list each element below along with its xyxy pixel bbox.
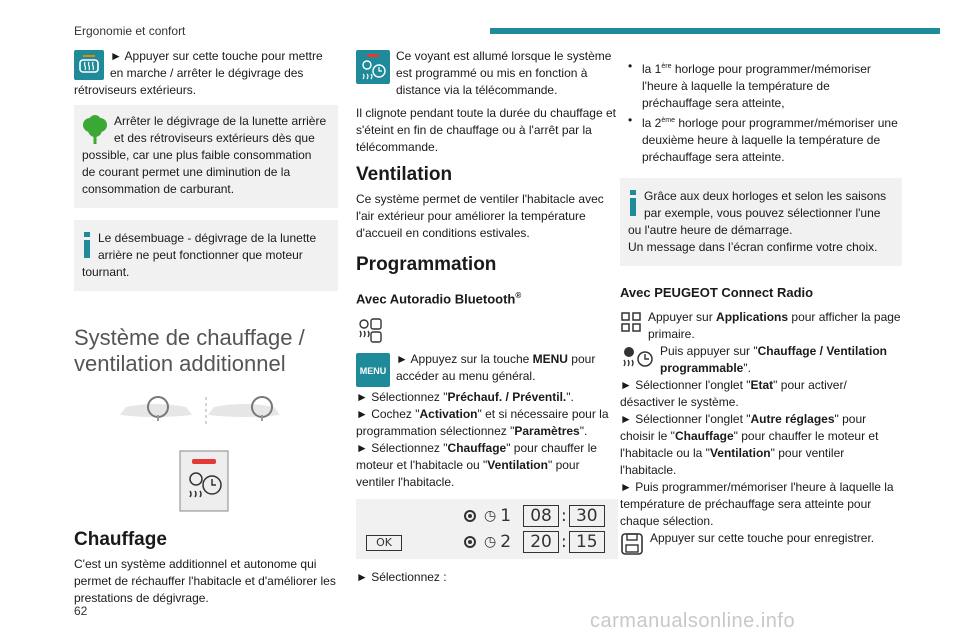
page-number: 62 [74, 604, 88, 618]
c3s2b: Autre réglages [750, 412, 835, 426]
s1c: ". [566, 390, 574, 405]
step-chauffage-ventilation [356, 440, 618, 491]
menu-button-icon [356, 353, 390, 387]
mirror-defrost-icon [74, 50, 104, 80]
time-separator: : [561, 531, 567, 552]
b1b: horloge pour programmer/mémoriser l'heure à laquelle la température de préchauffage sera atteinte, [642, 62, 871, 110]
c3s1a: ► Sélectionner l'onglet " [620, 378, 751, 392]
menu-line-a: ► Appuyez sur la touche [396, 352, 533, 367]
indicator-text-1: Ce voyant est allumé lorsque le système est programmé ou mis en fonction à distance via la télécommande. [396, 49, 612, 97]
info-box-clocks-text-1: Grâce aux deux horloges et selon les saisons par exemple, vous pouvez sélectionner l'une ou l'autre heure de démarrage. [628, 189, 887, 237]
heater-illustration [74, 391, 338, 521]
chauffage-description: C'est un système additionnel et autonome qui permet de réchauffer l'habitacle et d'améliorer les prestations de dégivrage. [74, 557, 336, 605]
info-box-clocks-text-2: Un message dans l’écran confirme votre choix. [628, 240, 878, 254]
green-leaf-icon [82, 115, 108, 145]
step-activation [356, 406, 618, 440]
registered-mark: ® [515, 291, 522, 300]
p1c: pour afficher la page primaire. [648, 310, 901, 341]
heater-timer-icon [356, 317, 384, 345]
p1b: Applications [716, 310, 789, 324]
menu-line-b: pour accéder au menu général. [396, 352, 596, 384]
s1a: ► Sélectionnez " [356, 390, 448, 405]
info-box-clocks [620, 178, 902, 266]
subheading-autoradio [356, 287, 618, 307]
svg-text:MENU: MENU [359, 366, 387, 377]
step-select-clock: ► Sélectionnez : [356, 570, 447, 585]
timer-row-1[interactable] [464, 505, 607, 527]
timer-1-minutes[interactable]: 30 [569, 505, 605, 527]
b1sup: ère [661, 63, 672, 70]
header-accent-bar [490, 28, 940, 34]
s2c: " et si nécessaire pour la programmation sélectionnez " [356, 407, 609, 439]
column-right [620, 48, 902, 558]
save-text: Appuyer sur cette touche pour enregistrer. [650, 531, 875, 545]
indicator-text-2: Il clignote pendant toute la durée du chauffage et s'éteint en fin de chauffage ou à l'arrêt par la télécommande. [356, 106, 616, 154]
timer-1-radio[interactable] [464, 510, 476, 522]
c3s2a: ► Sélectionner l'onglet " [620, 412, 751, 426]
b2a: la 2 [642, 116, 662, 130]
section-title-additional-heating: Système de chauffage / ventilation additionnel [74, 325, 305, 376]
clock-bullet-list [620, 58, 902, 166]
mirror-defrost-text: ► Appuyer sur cette touche pour mettre en marche / arrêter le dégivrage des rétroviseurs extérieurs. [74, 49, 323, 97]
applications-instruction [620, 309, 902, 343]
eco-tip-box [74, 105, 338, 208]
clock-icon: ◷ [484, 507, 497, 524]
page-header-title: Ergonomie et confort [74, 24, 186, 38]
heater-timer-icon-row [356, 315, 618, 347]
subheading-autoradio-text: Avec Autoradio Bluetooth [356, 291, 516, 307]
s2d: Paramètres [514, 424, 580, 439]
watermark: carmanualsonline.info [590, 610, 796, 632]
c3s1c: " pour activer/ désactiver le système. [620, 378, 847, 409]
step-select-prechauf [356, 389, 618, 406]
s2e: ". [579, 424, 588, 439]
timer-2-index: 2 [500, 531, 512, 552]
column-left [74, 48, 338, 613]
heading-programmation: Programmation [356, 254, 497, 275]
programmable-instruction [620, 343, 902, 377]
timer-row-2[interactable] [464, 531, 607, 553]
step-autre-reglages [620, 411, 902, 479]
step-program-time: ► Puis programmer/mémoriser l'heure à laquelle la température de préchauffage sera atteinte pour chaque sélection. [620, 480, 894, 528]
c3s1b: Etat [750, 378, 774, 392]
indicator-paragraph [356, 48, 618, 99]
s3e: " pour ventiler l'habitacle. [356, 458, 580, 490]
s2a: ► Cochez " [356, 407, 420, 422]
c3s2e: " pour chauffer le moteur et l'habitacle ou la " [620, 429, 879, 460]
column-middle [356, 48, 618, 586]
p2b: Chauffage / Ventilation programmable [660, 344, 887, 375]
c3s2g: " pour ventiler l'habitacle. [620, 446, 845, 477]
timer-settings-panel [356, 499, 618, 559]
b1a: la 1 [642, 62, 662, 76]
time-separator: : [561, 505, 567, 526]
subheading-connect-radio: Avec PEUGEOT Connect Radio [620, 285, 814, 300]
b2sup: ème [661, 117, 675, 124]
bullet-clock-1 [620, 58, 902, 112]
bullet-clock-2 [620, 112, 902, 166]
timer-2-radio[interactable] [464, 536, 476, 548]
c3s2c: " pour choisir le " [620, 412, 867, 443]
clock-icon: ◷ [484, 533, 497, 550]
p1a: Appuyer sur [648, 310, 717, 324]
b2b: horloge pour programmer/mémoriser une deuxième heure à laquelle la température de préchauffage sera atteinte. [642, 116, 898, 164]
menu-label: MENU [532, 352, 568, 367]
p2c: ". [743, 361, 751, 375]
c3s2d: Chauffage [674, 429, 734, 443]
timer-1-index: 1 [500, 505, 512, 526]
info-icon [628, 190, 638, 216]
s3a: ► Sélectionnez " [356, 441, 448, 456]
p2a: Puis appuyer sur " [660, 344, 758, 358]
c3s2f: Ventilation [709, 446, 771, 460]
heading-ventilation: Ventilation [356, 164, 453, 185]
timer-1-hours[interactable]: 08 [523, 505, 559, 527]
s3c: " pour chauffer le moteur et l'habitacle ou " [356, 441, 597, 473]
s3b: Chauffage [447, 441, 507, 456]
timer-2-minutes[interactable]: 15 [569, 531, 605, 553]
save-instruction [620, 530, 902, 558]
heading-chauffage: Chauffage [74, 529, 167, 550]
mirror-defrost-paragraph [74, 48, 338, 99]
menu-instruction [356, 351, 618, 389]
dashboard-illustration [74, 391, 338, 521]
step-etat [620, 377, 902, 411]
info-box-defog-text: Le désembuage - dégivrage de la lunette arrière ne peut fonctionner que moteur tournant. [82, 231, 317, 279]
save-icon [620, 532, 644, 556]
app-grid-icon [620, 311, 642, 333]
heater-program-icon [620, 345, 654, 371]
timer-2-hours[interactable]: 20 [523, 531, 559, 553]
s2b: Activation [419, 407, 478, 422]
info-icon [82, 232, 92, 258]
ok-button[interactable]: OK [366, 535, 402, 551]
s1b: Préchauf. / Préventil. [447, 390, 567, 405]
heater-indicator-icon [356, 50, 390, 84]
info-box-defog [74, 220, 338, 291]
ventilation-description: Ce système permet de ventiler l'habitacle avec l'air extérieur pour améliorer la température d'accueil en conditions estivales. [356, 192, 604, 240]
eco-tip-text: Arrêter le dégivrage de la lunette arrière et des rétroviseurs extérieurs dès que possible, car une plus faible consommation de courant permet une diminution de la consommation de carburant. [82, 114, 327, 196]
s3d: Ventilation [487, 458, 548, 473]
